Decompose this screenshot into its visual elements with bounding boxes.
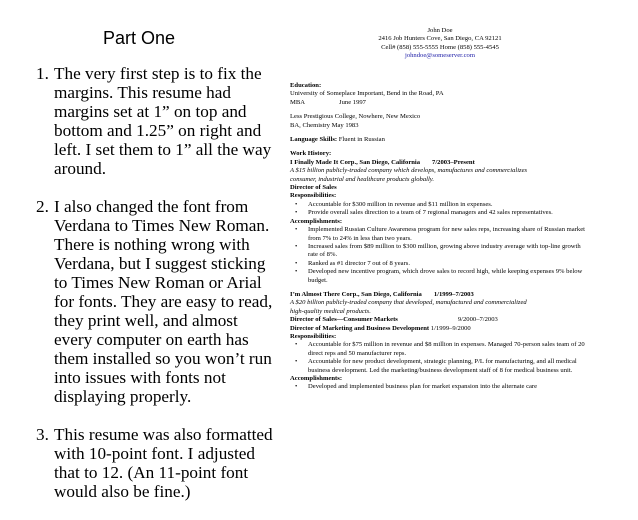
list-item: • Provide overall sales direction to a team of 7 regional managers and 42 sales representatives. xyxy=(308,209,590,217)
job1-acc-list xyxy=(290,226,590,285)
language-label: Language Skills: xyxy=(290,136,338,144)
resume-phones: Cell# (858) 555-5555 Home (858) 555-4545 xyxy=(381,43,499,51)
part-title: Part One xyxy=(102,28,176,48)
job2-desc-1: A $20 billion publicly-traded company that developed, manufactured and commercialized xyxy=(290,299,527,307)
step-text: This resume was also formatted with 10-point font. I adjusted that to 12. (An 11-point font would also be fine.) xyxy=(54,425,273,501)
step-number: 1. xyxy=(36,64,49,83)
job1-desc-1: A $15 billion publicly-traded company which develops, manufactures and commercializes xyxy=(290,167,528,175)
list-item: • Implemented Russian Culture Awareness program for new sales reps, increasing share of Russian market from 7% to 24% in less than two years. xyxy=(308,226,590,243)
job2-resp-label: Responsibilities: xyxy=(290,332,337,340)
job1-resp-list xyxy=(290,201,590,218)
step-text: The very first step is to fix the margins. This resume had margins set at 1” on top and bottom and 1.25” on right and left. I set them to 1” all the way around. xyxy=(54,64,272,178)
list-item: • Developed and implemented business plan for market expansion into the alternate care xyxy=(308,383,590,391)
job2-acc-list xyxy=(290,383,590,391)
job2-desc-2: high-quality medical products. xyxy=(290,307,371,315)
list-item: • Accountable for $300 million in revenue and $11 million in expenses. xyxy=(308,201,590,209)
resume-body xyxy=(290,82,590,398)
job1-resp-label: Responsibilities: xyxy=(290,192,337,200)
list-item: • Developed new incentive program, which drove sales to record high, while keeping expenses 9% below budget. xyxy=(308,268,590,285)
resume-address: 2416 Job Hunters Cove, San Diego, CA 92121 xyxy=(378,35,502,43)
resume-page xyxy=(290,0,590,479)
resume-email[interactable]: johndoe@someserver.com xyxy=(405,52,475,60)
list-item: • Accountable for $75 million in revenue and $8 million in expenses. Managed 70-person sales team of 20 direct reps and 50 manufacturer reps. xyxy=(308,341,590,358)
job2-company: I’m Almost There Corp., San Diego, California 1/1999–7/2003 xyxy=(290,290,474,298)
education-school-2: Less Prestigious College, Nowhere, New Mexico xyxy=(290,113,421,121)
language-section xyxy=(290,136,590,144)
resume-name: John Doe xyxy=(427,27,453,34)
job2-acc-label: Accomplishments: xyxy=(290,375,343,382)
steps-list xyxy=(36,64,276,520)
language-value: Fluent in Russian xyxy=(337,136,385,144)
step-number: 2. xyxy=(36,197,49,216)
list-item: • Accountable for new product development, strategic planning, P/L for manufacturing, and all medical business development. Led the marketing/business development staff of 8 for medical business unit. xyxy=(308,358,590,375)
education-degree-2: BA, Chemistry May 1983 xyxy=(290,121,359,129)
resume-header xyxy=(290,27,590,61)
instructions-panel xyxy=(0,0,278,501)
step-item xyxy=(36,197,276,406)
education-school-1: University of Someplace Important, Bend in the Road, PA xyxy=(290,90,444,98)
education-degree-1: MBA June 1997 xyxy=(290,98,366,106)
job2-resp-list xyxy=(290,341,590,375)
step-item xyxy=(36,425,276,501)
job1-company: I Finally Made It Corp., San Diego, California 7/2003–Present xyxy=(290,158,475,166)
work-heading: Work History: xyxy=(290,150,332,158)
job1-desc-2: consumer, industrial and healthcare products globally. xyxy=(290,175,435,183)
list-item: • Ranked as #1 director 7 out of 8 years. xyxy=(308,260,590,268)
step-text: I also changed the font from Verdana to Times New Roman. There is nothing wrong with Verdana, but I suggest sticking to Times New Roman or Arial for fonts. They are easy to read, they print well, and almost every computer on earth has them installed so you won’t run into issues with fonts not displaying properly. xyxy=(54,197,273,406)
education-heading: Education: xyxy=(290,82,322,89)
education-section xyxy=(290,82,590,130)
job2-title-2: Director of Marketing and Business Development 1/1999–9/2000 xyxy=(290,324,471,332)
job1-title: Director of Sales xyxy=(290,184,337,192)
work-section xyxy=(290,150,590,391)
job2-title-1: Director of Sales—Consumer Markets 9/2000–7/2003 xyxy=(290,316,498,324)
step-item xyxy=(36,64,276,178)
step-number: 3. xyxy=(36,425,49,444)
list-item: • Increased sales from $89 million to $300 million, growing above industry average with top-line growth rate of 8%. xyxy=(308,243,590,260)
job1-acc-label: Accomplishments: xyxy=(290,217,343,225)
